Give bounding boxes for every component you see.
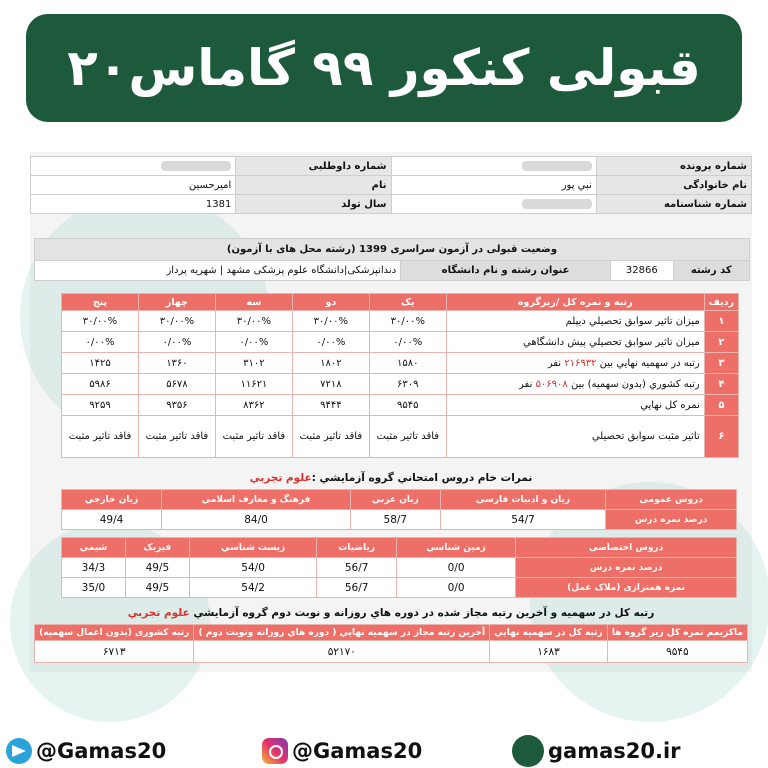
telegram-icon (6, 738, 32, 764)
candidate-no-label: شماره داوطلبی (236, 157, 391, 176)
table-cell: فاقد تاثير مثبت (292, 416, 369, 458)
general-courses-table (61, 489, 737, 530)
desc-text: رتبه کشوري (بدون سهميه) بين (567, 378, 700, 390)
table-cell: ۳۰/۰۰% (292, 311, 369, 332)
table-cell: فاقد تاثير مثبت (369, 416, 446, 458)
table-cell: ۳۰/۰۰% (62, 311, 139, 332)
personal-info-table (30, 156, 752, 214)
row-description: نمره کل نهايي (446, 395, 704, 416)
general-row-head: دروس عمومی (606, 490, 737, 510)
blurred-value (522, 199, 592, 209)
course-header: رياضيات (317, 538, 397, 558)
table-cell: ۱۱۶۲۱ (215, 374, 292, 395)
status-title: وضعيت قبولی در آزمون سراسری 1399 (رشته محل های با آزمون) (35, 239, 750, 261)
table-cell: ۹۵۴۵ (607, 641, 747, 663)
row-description (446, 353, 704, 374)
course-header: زبان خارجي (62, 490, 162, 510)
instagram-icon (262, 738, 288, 764)
desc-text: نفر (519, 378, 536, 390)
table-cell: ۰/۰۰% (215, 332, 292, 353)
table-cell: ۰/۰۰% (292, 332, 369, 353)
birth-year-value: 1381 (31, 195, 236, 214)
table-cell: ۵۲۱۷۰ (194, 641, 490, 663)
table-cell: ۰/۰۰% (138, 332, 215, 353)
final-header: آخرين رتبه مجاز در سهميه نهايي ( دوره هاي روزانه ونوبت دوم ) (194, 625, 490, 641)
general-row-label: درصد نمره درس (606, 510, 737, 530)
course-header: زيست شناسي (189, 538, 316, 558)
table-row (62, 395, 739, 416)
table-cell: فاقد تاثير مثبت (62, 416, 139, 458)
table-cell: ۵۶۷۸ (138, 374, 215, 395)
course-header: شيمي (62, 538, 126, 558)
last-name-label: نام خانوادگی (596, 176, 751, 195)
id-no-value (391, 195, 596, 214)
final-title-text: رتبه کل در سهميه و آخرين رتبه مجاز شده در دوره هاي روزانه و نوبت دوم گروه آزمايشي (193, 607, 655, 619)
telegram-text: @Gamas20 (36, 739, 167, 763)
table-cell: ۰/۰۰% (369, 332, 446, 353)
table-row (62, 416, 739, 458)
final-header: ماکزيمم نمره کل زير گروه ها (607, 625, 747, 641)
ranks-header: یک (369, 294, 446, 311)
birth-year-label: سال تولد (236, 195, 391, 214)
instagram-text: @Gamas20 (292, 739, 423, 763)
blurred-value (161, 161, 231, 171)
row-description (446, 374, 704, 395)
last-name-value: نبي پور (391, 176, 596, 195)
table-cell: ۳۱۰۲ (215, 353, 292, 374)
table-cell: 0/0 (396, 578, 515, 598)
specialized-row-label: نمره همترازی (ملاک عمل) (516, 578, 737, 598)
blurred-value (522, 161, 592, 171)
telegram-handle[interactable] (6, 734, 166, 768)
row-description: ميزان تاثير سوابق تحصيلي پيش دانشگاهي (446, 332, 704, 353)
row-number: ۳ (704, 353, 738, 374)
table-cell: 54/0 (189, 558, 316, 578)
title-banner (26, 14, 742, 122)
course-header: زمين شناسي (396, 538, 515, 558)
ranks-header: چهار (138, 294, 215, 311)
course-header: زبان و ادبيات فارسي (440, 490, 606, 510)
table-cell: ۷۲۱۸ (292, 374, 369, 395)
row-description: ميزان تاثير سوابق تحصيلي ديپلم (446, 311, 704, 332)
website-text: gamas20.ir (548, 739, 681, 763)
table-cell: ۹۲۵۹ (62, 395, 139, 416)
table-row (62, 332, 739, 353)
table-cell: 0/0 (396, 558, 515, 578)
desc-count: ۲۱۶۹۳۲ (564, 357, 597, 369)
row-number: ۲ (704, 332, 738, 353)
table-cell: ۹۴۴۴ (292, 395, 369, 416)
banner-title: قبولی کنکور ۹۹ گاماس۲۰ (67, 39, 701, 97)
course-header: زبان عربي (350, 490, 440, 510)
table-cell: ۸۳۶۲ (215, 395, 292, 416)
final-title-group: علوم تجربي (127, 607, 190, 619)
table-cell: 34/3 (62, 558, 126, 578)
ranks-header: رديف (704, 294, 738, 311)
file-no-label: شماره پرونده (596, 157, 751, 176)
table-cell: ۱۴۲۵ (62, 353, 139, 374)
first-name-value: اميرحسين (31, 176, 236, 195)
id-no-label: شماره شناسنامه (596, 195, 751, 214)
final-header: رتبه کل در سهميه نهايي (490, 625, 608, 641)
code-label: کد رشته (673, 261, 749, 281)
raw-title-group: علوم تجربي (249, 472, 312, 484)
table-cell: ۱۵۸۰ (369, 353, 446, 374)
table-cell: 56/7 (317, 578, 397, 598)
admission-status-table (34, 238, 750, 281)
website-link[interactable] (512, 734, 681, 768)
first-name-label: نام (236, 176, 391, 195)
row-number: ۵ (704, 395, 738, 416)
table-cell: 54/7 (440, 510, 606, 530)
specialized-row-label: درصد نمره درس (516, 558, 737, 578)
table-cell: ۰/۰۰% (62, 332, 139, 353)
code-value: 32866 (611, 261, 674, 281)
table-cell: ۶۳۰۹ (369, 374, 446, 395)
table-cell: ۳۰/۰۰% (138, 311, 215, 332)
table-cell: ۱۳۶۰ (138, 353, 215, 374)
table-cell: ۹۵۴۵ (369, 395, 446, 416)
desc-count: ۵۰۶۹۰۸ (535, 378, 568, 390)
desc-text: نفر (547, 357, 565, 369)
table-cell: 49/4 (62, 510, 162, 530)
raw-scores-title (30, 472, 752, 484)
candidate-no-value (31, 157, 236, 176)
table-cell: فاقد تاثير مثبت (138, 416, 215, 458)
ranks-header: رتبه و نمره کل /زيرگروه (446, 294, 704, 311)
table-cell: ۳۰/۰۰% (369, 311, 446, 332)
table-cell: 49/5 (125, 558, 189, 578)
ranks-table (61, 293, 739, 458)
table-cell: ۳۰/۰۰% (215, 311, 292, 332)
specialized-row-head: دروس اختصاصی (516, 538, 737, 558)
row-number: ۱ (704, 311, 738, 332)
table-cell: 54/2 (189, 578, 316, 598)
table-cell: ۱۶۸۳ (490, 641, 608, 663)
desc-text: رتبه در سهميه نهايي بين (596, 357, 700, 369)
table-cell: 56/7 (317, 558, 397, 578)
table-row (62, 353, 739, 374)
table-cell: 58/7 (350, 510, 440, 530)
raw-title-text: نمرات خام دروس امتحاني گروه آزمايشي : (311, 472, 533, 484)
result-card (30, 152, 752, 672)
final-rank-title (30, 607, 752, 619)
final-header: رتبه کشوری (بدون اعمال سهمیه) (35, 625, 194, 641)
file-no-value (391, 157, 596, 176)
site-logo-icon (512, 735, 544, 767)
row-number: ۶ (704, 416, 738, 458)
table-row (62, 374, 739, 395)
row-description: تاثير مثبت سوابق تحصيلي (446, 416, 704, 458)
table-cell: 35/0 (62, 578, 126, 598)
major-label: عنوان رشته و نام دانشگاه (401, 261, 611, 281)
table-cell: ۶۷۱۳ (35, 641, 194, 663)
table-cell: فاقد تاثير مثبت (215, 416, 292, 458)
table-cell: 49/5 (125, 578, 189, 598)
table-cell: ۱۸۰۲ (292, 353, 369, 374)
ranks-header: سه (215, 294, 292, 311)
table-row (62, 311, 739, 332)
final-rank-table (34, 624, 748, 663)
ranks-header: دو (292, 294, 369, 311)
table-cell: 84/0 (162, 510, 351, 530)
row-number: ۴ (704, 374, 738, 395)
table-cell: ۹۳۵۶ (138, 395, 215, 416)
course-header: فرهنگ و معارف اسلامي (162, 490, 351, 510)
table-cell: ۵۹۸۶ (62, 374, 139, 395)
specialized-courses-table (61, 537, 737, 598)
major-value: دندانپزشکی|دانشگاه علوم پزشکی مشهد | شهریه پرداز (35, 261, 401, 281)
instagram-handle[interactable] (262, 734, 422, 768)
ranks-header: پنج (62, 294, 139, 311)
course-header: فيزيک (125, 538, 189, 558)
